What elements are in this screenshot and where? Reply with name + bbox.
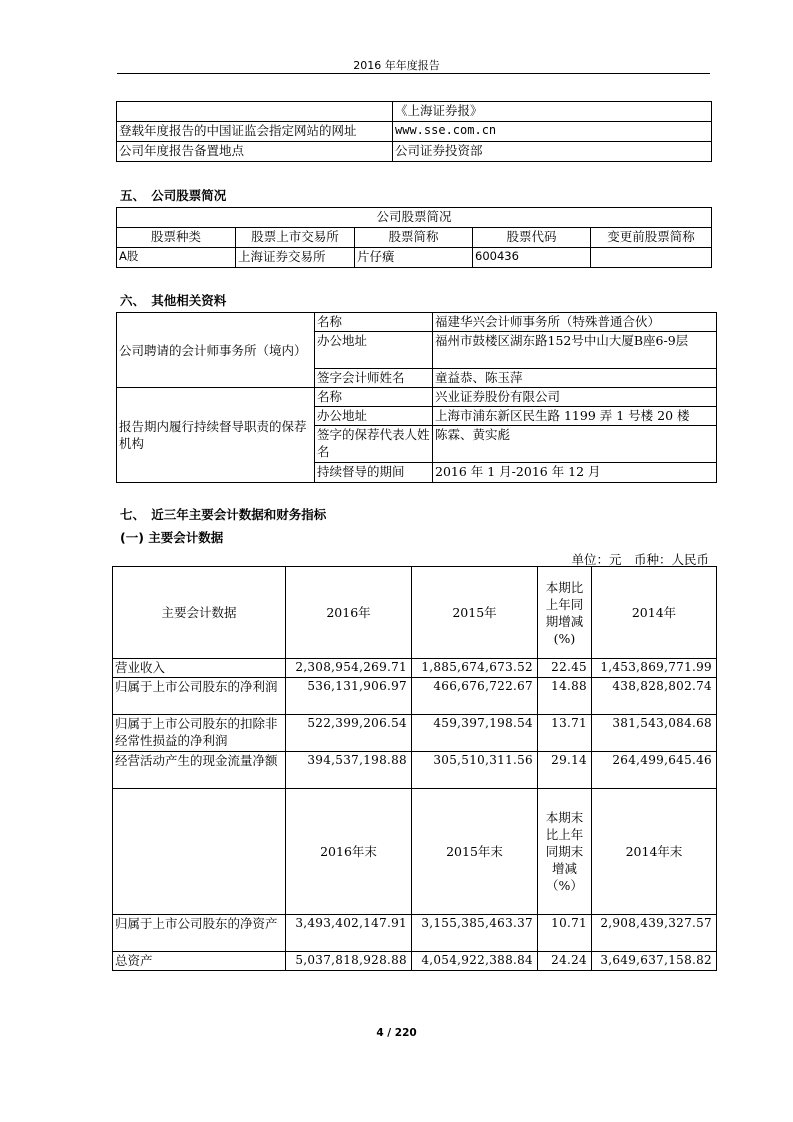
acct-cell: 2,908,439,327.57 bbox=[592, 915, 717, 952]
auditor-key: 名称 bbox=[315, 313, 433, 332]
acct-cell: 522,399,206.54 bbox=[286, 715, 412, 752]
acct-cell: 536,131,906.97 bbox=[286, 678, 412, 715]
acct-cell: 1,885,674,673.52 bbox=[412, 659, 538, 678]
stock-exchange: 上海证券交易所 bbox=[236, 248, 355, 268]
acct-cell: 14.88 bbox=[538, 678, 592, 715]
acct-col-header bbox=[113, 789, 286, 915]
auditor-label: 公司聘请的会计师事务所（境内） bbox=[117, 313, 315, 388]
stock-code: 600436 bbox=[473, 248, 591, 268]
auditor-key: 办公地址 bbox=[315, 332, 433, 369]
stock-col-header: 股票种类 bbox=[117, 228, 236, 248]
acct-row-label: 总资产 bbox=[113, 952, 286, 971]
disclosure-label: 公司年度报告备置地点 bbox=[117, 142, 393, 162]
acct-cell: 394,537,198.88 bbox=[286, 752, 412, 789]
disclosure-value: 公司证券投资部 bbox=[393, 142, 712, 162]
stock-short-name: 片仔癀 bbox=[355, 248, 473, 268]
acct-col-header-change: 本期比上年同期增减(%) bbox=[538, 567, 592, 659]
acct-cell: 3,493,402,147.91 bbox=[286, 915, 412, 952]
accounting-data-table bbox=[112, 566, 717, 971]
acct-col-header: 主要会计数据 bbox=[113, 567, 286, 659]
stock-col-header: 股票上市交易所 bbox=[236, 228, 355, 248]
acct-cell: 3,155,385,463.37 bbox=[412, 915, 538, 952]
acct-cell: 3,649,637,158.82 bbox=[592, 952, 717, 971]
acct-col-header: 2014年末 bbox=[592, 789, 717, 915]
section7-subheading: (一) 主要会计数据 bbox=[120, 530, 224, 545]
acct-row-label: 经营活动产生的现金流量净额 bbox=[113, 752, 286, 789]
stock-col-header: 股票代码 bbox=[473, 228, 591, 248]
acct-cell: 4,054,922,388.84 bbox=[412, 952, 538, 971]
acct-row-label: 营业收入 bbox=[113, 659, 286, 678]
acct-cell: 459,397,198.54 bbox=[412, 715, 538, 752]
section6-heading: 六、 其他相关资料 bbox=[120, 293, 227, 308]
section5-heading: 五、 公司股票简况 bbox=[120, 188, 227, 203]
stock-col-header: 股票简称 bbox=[355, 228, 473, 248]
sponsor-value: 陈霖、黄实彪 bbox=[433, 426, 717, 463]
auditor-value: 童益恭、陈玉萍 bbox=[433, 369, 717, 388]
acct-col-header: 2016年 bbox=[286, 567, 412, 659]
acct-col-header: 2015年末 bbox=[412, 789, 538, 915]
currency-unit: 单位：元 币种：人民币 bbox=[571, 552, 709, 567]
sponsor-value: 上海市浦东新区民生路 1199 弄 1 号楼 20 楼 bbox=[433, 407, 717, 426]
sponsor-key: 名称 bbox=[315, 388, 433, 407]
sponsor-value: 2016 年 1 月-2016 年 12 月 bbox=[433, 463, 717, 483]
stock-col-header: 变更前股票简称 bbox=[591, 228, 712, 248]
other-info-table bbox=[116, 312, 717, 483]
acct-col-header: 2015年 bbox=[412, 567, 538, 659]
acct-cell: 2,308,954,269.71 bbox=[286, 659, 412, 678]
disclosure-label bbox=[117, 102, 393, 122]
disclosure-label: 登载年度报告的中国证监会指定网站的网址 bbox=[117, 122, 393, 142]
section7-heading: 七、 近三年主要会计数据和财务指标 bbox=[120, 507, 327, 522]
acct-cell: 438,828,802.74 bbox=[592, 678, 717, 715]
acct-cell: 305,510,311.56 bbox=[412, 752, 538, 789]
acct-col-header-change: 本期末比上年同期末增减（%） bbox=[538, 789, 592, 915]
stock-table-title: 公司股票简况 bbox=[117, 208, 712, 228]
acct-row-label: 归属于上市公司股东的净利润 bbox=[113, 678, 286, 715]
acct-cell: 22.45 bbox=[538, 659, 592, 678]
header-divider bbox=[117, 73, 710, 74]
acct-cell: 13.71 bbox=[538, 715, 592, 752]
sponsor-key: 签字的保荐代表人姓名 bbox=[315, 426, 433, 463]
disclosure-value: 《上海证券报》 bbox=[393, 102, 712, 122]
stock-info-table bbox=[116, 207, 712, 268]
acct-cell: 29.14 bbox=[538, 752, 592, 789]
disclosure-table bbox=[116, 101, 712, 162]
auditor-value: 福建华兴会计师事务所（特殊普通合伙） bbox=[433, 313, 717, 332]
acct-col-header: 2014年 bbox=[592, 567, 717, 659]
disclosure-value-website: www.sse.com.cn bbox=[393, 122, 712, 142]
acct-cell: 10.71 bbox=[538, 915, 592, 952]
page-number: 4 / 220 bbox=[376, 1027, 417, 1039]
stock-former-name bbox=[591, 248, 712, 268]
sponsor-key: 办公地址 bbox=[315, 407, 433, 426]
acct-cell: 381,543,084.68 bbox=[592, 715, 717, 752]
auditor-key: 签字会计师姓名 bbox=[315, 369, 433, 388]
acct-row-label: 归属于上市公司股东的净资产 bbox=[113, 915, 286, 952]
acct-col-header: 2016年末 bbox=[286, 789, 412, 915]
acct-cell: 466,676,722.67 bbox=[412, 678, 538, 715]
sponsor-value: 兴业证券股份有限公司 bbox=[433, 388, 717, 407]
auditor-value: 福州市鼓楼区湖东路152号中山大厦B座6-9层 bbox=[433, 332, 717, 369]
sponsor-label: 报告期内履行持续督导职责的保荐机构 bbox=[117, 388, 315, 483]
acct-cell: 264,499,645.46 bbox=[592, 752, 717, 789]
stock-type: A股 bbox=[117, 248, 236, 268]
acct-cell: 1,453,869,771.99 bbox=[592, 659, 717, 678]
page-header: 2016 年年度报告 bbox=[353, 59, 440, 72]
sponsor-key: 持续督导的期间 bbox=[315, 463, 433, 483]
acct-cell: 24.24 bbox=[538, 952, 592, 971]
acct-row-label: 归属于上市公司股东的扣除非经常性损益的净利润 bbox=[113, 715, 286, 752]
acct-cell: 5,037,818,928.88 bbox=[286, 952, 412, 971]
